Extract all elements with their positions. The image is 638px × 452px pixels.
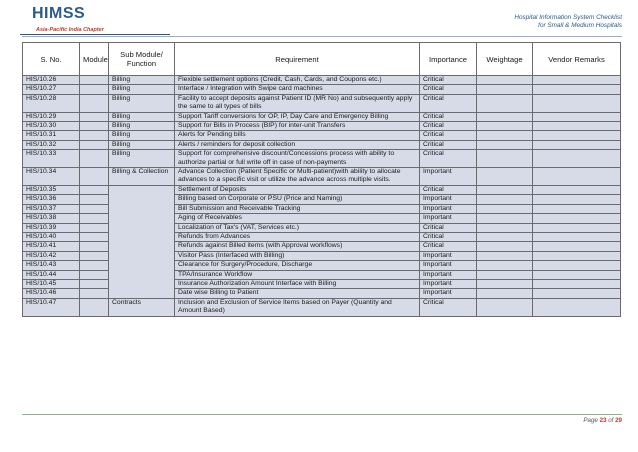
cell-module	[80, 168, 109, 186]
cell-importance: Critical	[420, 140, 477, 149]
table-row	[23, 140, 621, 149]
table-row	[23, 94, 621, 112]
table-row	[23, 85, 621, 94]
cell-module	[80, 131, 109, 140]
cell-sno: HIS/10.28	[23, 94, 80, 112]
cell-submodule: Billing	[109, 150, 175, 168]
document-title-line2: for Small & Medium Hospitals	[538, 22, 622, 29]
cell-module	[80, 204, 109, 213]
cell-submodule: Contracts	[109, 298, 175, 316]
document-title	[514, 14, 622, 30]
cell-importance: Important	[420, 204, 477, 213]
cell-module	[80, 140, 109, 149]
cell-vendor-remarks	[533, 261, 621, 270]
cell-vendor-remarks	[533, 140, 621, 149]
cell-weightage	[477, 298, 533, 316]
cell-sno: HIS/10.43	[23, 261, 80, 270]
cell-vendor-remarks	[533, 122, 621, 131]
cell-sno: HIS/10.45	[23, 279, 80, 288]
cell-requirement: Visitor Pass (Interfaced with Billing)	[175, 251, 420, 260]
table-header-row	[23, 43, 621, 76]
cell-weightage	[477, 140, 533, 149]
cell-vendor-remarks	[533, 85, 621, 94]
cell-sno: HIS/10.32	[23, 140, 80, 149]
page-current: 23	[599, 417, 607, 424]
document-title-line1: Hospital Information System Checklist	[514, 14, 622, 21]
footer-divider	[22, 414, 622, 415]
cell-vendor-remarks	[533, 214, 621, 223]
cell-sno: HIS/10.34	[23, 168, 80, 186]
cell-importance: Critical	[420, 85, 477, 94]
column-header-submodule: Sub Module/ Function	[109, 43, 175, 76]
cell-vendor-remarks	[533, 131, 621, 140]
cell-vendor-remarks	[533, 195, 621, 204]
cell-requirement: Settlement of Deposits	[175, 185, 420, 194]
cell-importance: Important	[420, 195, 477, 204]
column-header-importance: Importance	[420, 43, 477, 76]
cell-weightage	[477, 214, 533, 223]
cell-submodule: Billing	[109, 76, 175, 85]
table-row	[23, 131, 621, 140]
cell-module	[80, 223, 109, 232]
cell-vendor-remarks	[533, 270, 621, 279]
cell-submodule: Billing	[109, 94, 175, 112]
table-row	[23, 168, 621, 186]
cell-vendor-remarks	[533, 289, 621, 298]
cell-weightage	[477, 270, 533, 279]
cell-importance: Important	[420, 168, 477, 186]
cell-vendor-remarks	[533, 251, 621, 260]
cell-sno: HIS/10.26	[23, 76, 80, 85]
cell-importance: Critical	[420, 223, 477, 232]
cell-sno: HIS/10.31	[23, 131, 80, 140]
cell-weightage	[477, 223, 533, 232]
cell-requirement: Alerts for Pending bills	[175, 131, 420, 140]
cell-vendor-remarks	[533, 242, 621, 251]
himss-logo	[20, 6, 140, 38]
cell-submodule	[109, 185, 175, 298]
page-of: of	[608, 417, 614, 424]
cell-sno: HIS/10.40	[23, 232, 80, 241]
cell-sno: HIS/10.35	[23, 185, 80, 194]
cell-importance: Critical	[420, 185, 477, 194]
cell-weightage	[477, 232, 533, 241]
column-header-vendor-remarks: Vendor Remarks	[533, 43, 621, 76]
page-prefix: Page	[583, 417, 598, 424]
cell-module	[80, 279, 109, 288]
cell-requirement: Support for comprehensive discount/Concessions process with ability to authorize partial or full write off in case of non-payments	[175, 150, 420, 168]
cell-vendor-remarks	[533, 112, 621, 121]
checklist-table	[22, 42, 621, 317]
cell-submodule: Billing	[109, 131, 175, 140]
cell-module	[80, 195, 109, 204]
cell-importance: Important	[420, 279, 477, 288]
cell-requirement: Facility to accept deposits against Patient ID (MR No) and subsequently apply the same to all types of bills	[175, 94, 420, 112]
cell-importance: Critical	[420, 112, 477, 121]
column-header-weightage: Weightage	[477, 43, 533, 76]
cell-weightage	[477, 131, 533, 140]
cell-module	[80, 270, 109, 279]
cell-sno: HIS/10.47	[23, 298, 80, 316]
cell-module	[80, 112, 109, 121]
cell-vendor-remarks	[533, 223, 621, 232]
cell-requirement: Inclusion and Exclusion of Service Items based on Payer (Quantity and Amount Based)	[175, 298, 420, 316]
cell-sno: HIS/10.27	[23, 85, 80, 94]
cell-requirement: Advance Collection (Patient Specific or Multi-patient)with ability to allocate advances to a specific visit or utilize the advance across multiple visits.	[175, 168, 420, 186]
cell-requirement: Billing based on Corporate or PSU (Price and Naming)	[175, 195, 420, 204]
cell-requirement: Support for Bills in Process (BIP) for inter-unit Transfers	[175, 122, 420, 131]
cell-weightage	[477, 112, 533, 121]
cell-sno: HIS/10.39	[23, 223, 80, 232]
cell-vendor-remarks	[533, 204, 621, 213]
page-header	[0, 0, 638, 40]
cell-importance: Important	[420, 251, 477, 260]
logo-text: HIMSS	[32, 5, 86, 22]
cell-module	[80, 298, 109, 316]
cell-requirement: Bill Submission and Receivable Tracking	[175, 204, 420, 213]
column-header-sno: S. No.	[23, 43, 80, 76]
cell-weightage	[477, 168, 533, 186]
cell-requirement: Interface / Integration with Swipe card machines	[175, 85, 420, 94]
column-header-module: Module	[80, 43, 109, 76]
cell-requirement: Localization of Tax's (VAT, Services etc.)	[175, 223, 420, 232]
cell-submodule: Billing & Collection	[109, 168, 175, 186]
cell-weightage	[477, 261, 533, 270]
cell-weightage	[477, 122, 533, 131]
cell-requirement: Date wise Billing to Patient	[175, 289, 420, 298]
cell-importance: Critical	[420, 242, 477, 251]
cell-weightage	[477, 185, 533, 194]
header-divider	[22, 36, 622, 37]
table-row	[23, 76, 621, 85]
cell-requirement: Support Tariff conversions for OP, IP, Day Care and Emergency Billing	[175, 112, 420, 121]
cell-module	[80, 122, 109, 131]
cell-sno: HIS/10.30	[23, 122, 80, 131]
cell-requirement: Insurance Authorization Amount Interface with Billing	[175, 279, 420, 288]
cell-vendor-remarks	[533, 298, 621, 316]
cell-weightage	[477, 289, 533, 298]
cell-weightage	[477, 251, 533, 260]
cell-requirement: Clearance for Surgery/Procedure, Discharge	[175, 261, 420, 270]
cell-importance: Important	[420, 289, 477, 298]
page-total: 29	[615, 417, 622, 424]
table-row	[23, 122, 621, 131]
cell-vendor-remarks	[533, 232, 621, 241]
cell-module	[80, 251, 109, 260]
cell-vendor-remarks	[533, 185, 621, 194]
cell-vendor-remarks	[533, 94, 621, 112]
cell-requirement: Refunds from Advances	[175, 232, 420, 241]
table-row	[23, 185, 621, 194]
cell-importance: Critical	[420, 150, 477, 168]
cell-sno: HIS/10.38	[23, 214, 80, 223]
cell-sno: HIS/10.33	[23, 150, 80, 168]
cell-vendor-remarks	[533, 168, 621, 186]
cell-module	[80, 232, 109, 241]
table-body	[23, 76, 621, 317]
table-row	[23, 150, 621, 168]
cell-module	[80, 85, 109, 94]
cell-module	[80, 94, 109, 112]
cell-importance: Critical	[420, 122, 477, 131]
cell-importance: Critical	[420, 131, 477, 140]
table-row	[23, 298, 621, 316]
cell-sno: HIS/10.42	[23, 251, 80, 260]
cell-sno: HIS/10.29	[23, 112, 80, 121]
cell-weightage	[477, 242, 533, 251]
cell-importance: Critical	[420, 94, 477, 112]
cell-module	[80, 242, 109, 251]
cell-submodule: Billing	[109, 112, 175, 121]
cell-requirement: Flexible settlement options (Credit, Cash, Cards, and Coupons etc.)	[175, 76, 420, 85]
cell-submodule: Billing	[109, 85, 175, 94]
cell-requirement: Aging of Receivables	[175, 214, 420, 223]
cell-sno: HIS/10.37	[23, 204, 80, 213]
cell-weightage	[477, 204, 533, 213]
cell-requirement: Refunds against Billed items (with Approval workflows)	[175, 242, 420, 251]
cell-module	[80, 185, 109, 194]
cell-module	[80, 214, 109, 223]
cell-requirement: TPA/Insurance Workflow	[175, 270, 420, 279]
cell-module	[80, 261, 109, 270]
cell-sno: HIS/10.41	[23, 242, 80, 251]
page-number	[583, 417, 622, 424]
cell-weightage	[477, 94, 533, 112]
cell-importance: Critical	[420, 298, 477, 316]
cell-module	[80, 150, 109, 168]
cell-vendor-remarks	[533, 76, 621, 85]
cell-importance: Important	[420, 261, 477, 270]
cell-weightage	[477, 76, 533, 85]
logo-underline	[20, 34, 170, 35]
cell-weightage	[477, 85, 533, 94]
cell-submodule: Billing	[109, 140, 175, 149]
cell-module	[80, 289, 109, 298]
cell-vendor-remarks	[533, 150, 621, 168]
cell-weightage	[477, 150, 533, 168]
cell-importance: Important	[420, 270, 477, 279]
cell-requirement: Alerts / reminders for deposit collection	[175, 140, 420, 149]
cell-module	[80, 76, 109, 85]
cell-importance: Critical	[420, 232, 477, 241]
cell-sno: HIS/10.36	[23, 195, 80, 204]
cell-weightage	[477, 195, 533, 204]
column-header-requirement: Requirement	[175, 43, 420, 76]
cell-submodule: Billing	[109, 122, 175, 131]
cell-vendor-remarks	[533, 279, 621, 288]
table-row	[23, 112, 621, 121]
cell-sno: HIS/10.46	[23, 289, 80, 298]
logo-subtext: Asia-Pacific India Chapter	[36, 27, 104, 33]
cell-importance: Critical	[420, 76, 477, 85]
cell-sno: HIS/10.44	[23, 270, 80, 279]
cell-weightage	[477, 279, 533, 288]
cell-importance: Important	[420, 214, 477, 223]
